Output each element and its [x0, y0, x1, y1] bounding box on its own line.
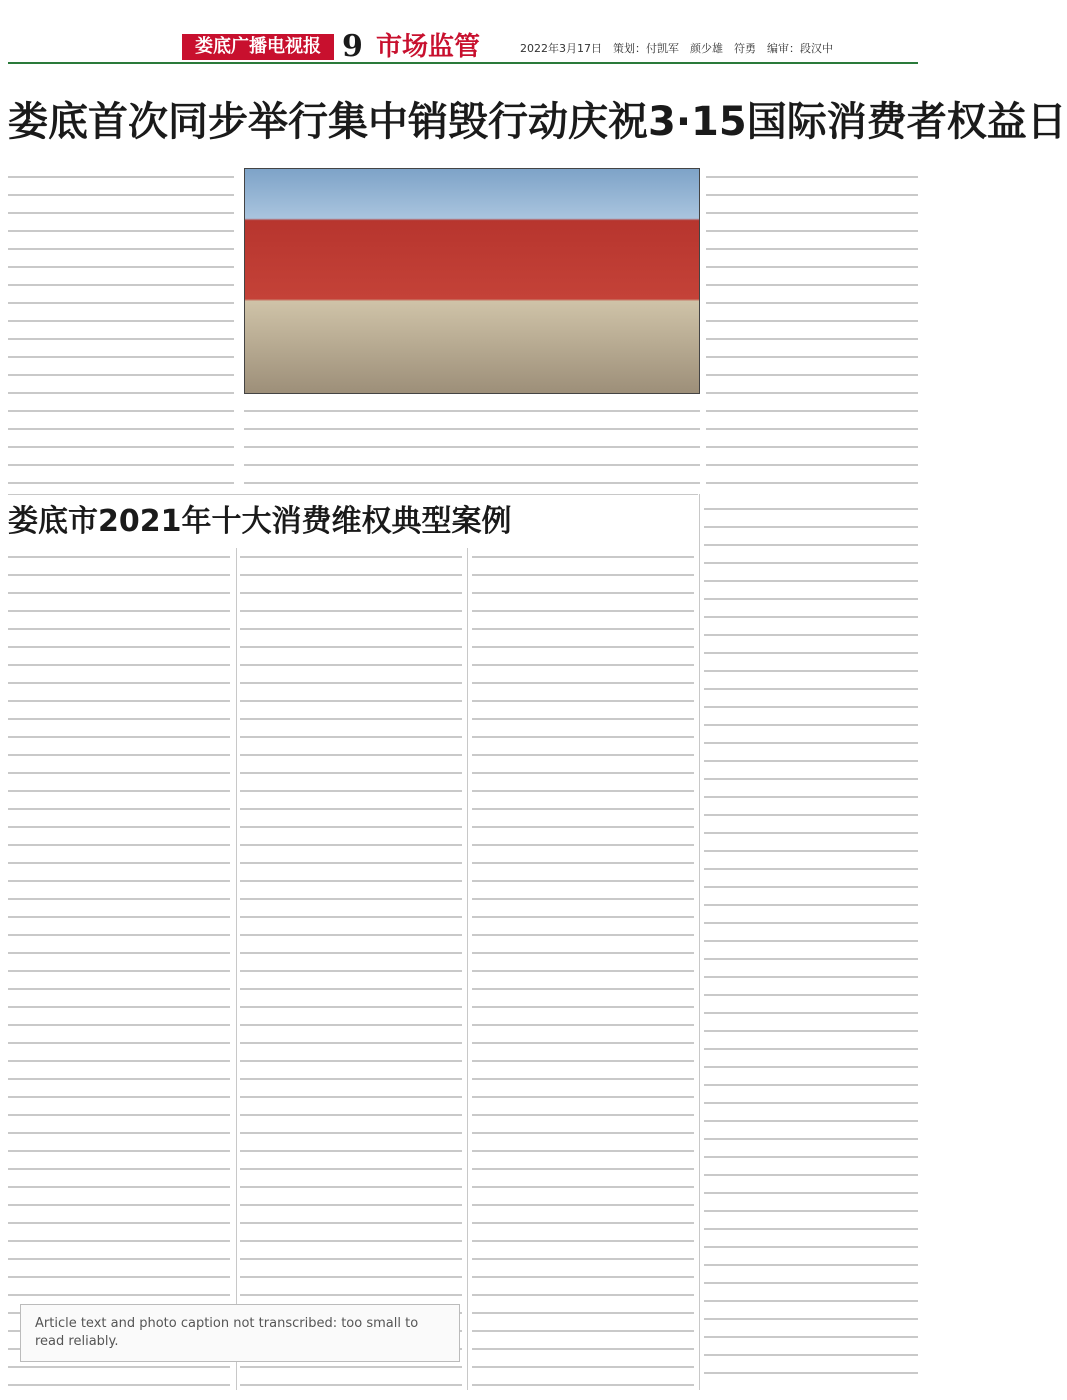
column-divider [467, 548, 468, 1390]
case-column [8, 548, 230, 1390]
launch-ceremony-photo [244, 168, 700, 394]
case-column [704, 500, 918, 1390]
case-column [472, 548, 694, 1390]
paper-name: 娄底广播电视报 [182, 34, 334, 60]
page-number: 9 [342, 29, 363, 64]
column-divider [236, 548, 237, 1390]
article-column [8, 168, 234, 486]
transcription-note: Article text and photo caption not transcribed: too small to read reliably. [20, 1304, 460, 1362]
headline: 娄底首次同步举行集中销毁行动庆祝3·15国际消费者权益日 [8, 99, 1067, 145]
issue-meta: 2022年3月17日 策划：付凯军 颜少雄 符勇 编审：段汉中 [520, 42, 833, 55]
divider [8, 494, 698, 495]
cases-heading: 娄底市2021年十大消费维权典型案例 [8, 504, 512, 539]
masthead [8, 30, 918, 64]
article-column [244, 402, 700, 486]
case-column [240, 548, 462, 1390]
article-column [706, 168, 918, 486]
section-title: 市场监管 [376, 32, 481, 62]
column-divider [699, 494, 700, 1390]
